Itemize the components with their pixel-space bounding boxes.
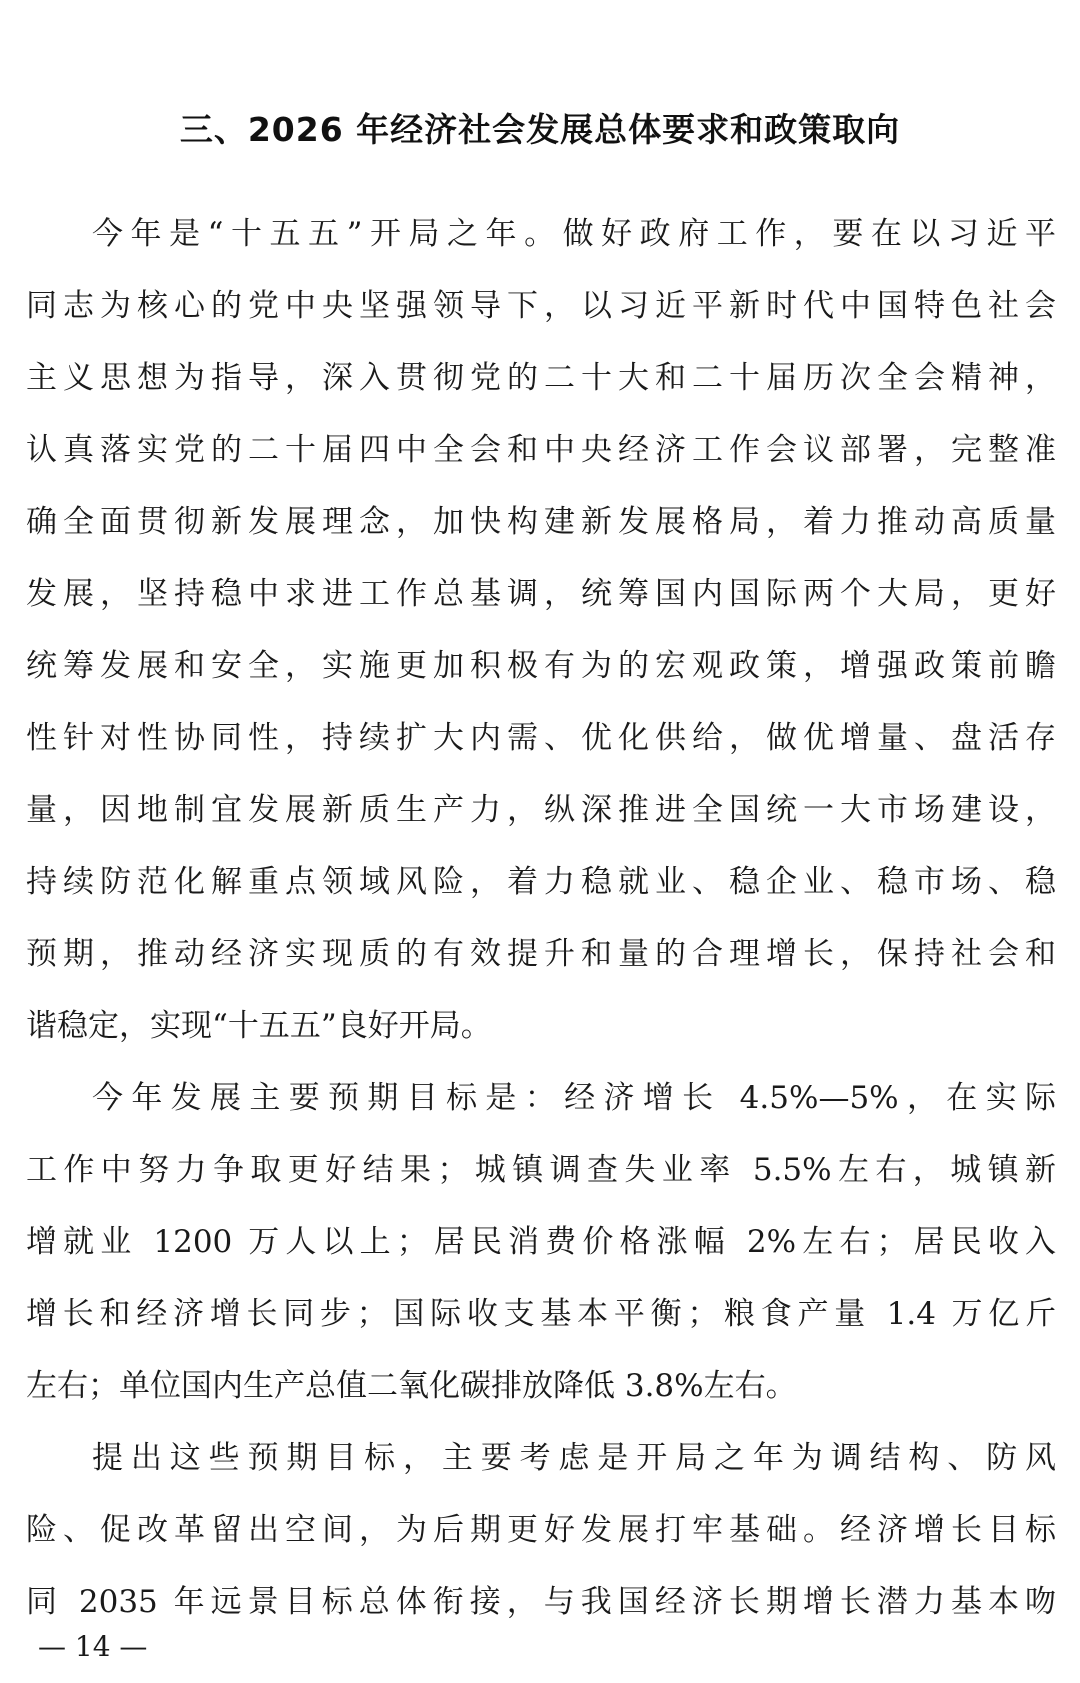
text-line: 工作中努力争取更好结果；城镇调查失业率 5.5%左右，城镇新 xyxy=(26,1152,1056,1188)
text-line: 性针对性协同性，持续扩大内需、优化供给，做优增量、盘活存 xyxy=(26,720,1056,756)
text-line: 预期，推动经济实现质的有效提升和量的合理增长，保持社会和 xyxy=(26,936,1056,972)
text-line: 发展，坚持稳中求进工作总基调，统筹国内国际两个大局，更好 xyxy=(26,576,1056,612)
text-line: 谐稳定，实现“十五五”良好开局。 xyxy=(26,1008,492,1044)
text-line: 持续防范化解重点领域风险，着力稳就业、稳企业、稳市场、稳 xyxy=(26,864,1056,900)
text-line: 增长和经济增长同步；国际收支基本平衡；粮食产量 1.4 万亿斤 xyxy=(26,1296,1056,1332)
text-line: 今年发展主要预期目标是：经济增长 4.5%—5%，在实际 xyxy=(92,1080,1056,1116)
text-line: 主义思想为指导，深入贯彻党的二十大和二十届历次全会精神， xyxy=(26,360,1056,396)
text-line: 同 2035 年远景目标总体衔接，与我国经济长期增长潜力基本吻 xyxy=(26,1584,1056,1620)
text-line: 提出这些预期目标，主要考虑是开局之年为调结构、防风 xyxy=(92,1440,1056,1476)
text-line: 统筹发展和安全，实施更加积极有为的宏观政策，增强政策前瞻 xyxy=(26,648,1056,684)
text-line: 今年是“十五五”开局之年。做好政府工作，要在以习近平 xyxy=(92,216,1056,252)
page-number: — 14 — xyxy=(38,1630,148,1663)
text-line: 同志为核心的党中央坚强领导下，以习近平新时代中国特色社会 xyxy=(26,288,1056,324)
text-line: 增就业 1200 万人以上；居民消费价格涨幅 2%左右；居民收入 xyxy=(26,1224,1056,1260)
paragraph-2 xyxy=(26,1080,1056,1440)
text-line: 量，因地制宜发展新质生产力，纵深推进全国统一大市场建设， xyxy=(26,792,1056,828)
body-text xyxy=(26,216,1056,1656)
section-heading: 三、2026 年经济社会发展总体要求和政策取向 xyxy=(179,110,901,149)
text-line: 险、促改革留出空间，为后期更好发展打牢基础。经济增长目标 xyxy=(26,1512,1056,1548)
text-line: 确全面贯彻新发展理念，加快构建新发展格局，着力推动高质量 xyxy=(26,504,1056,540)
paragraph-3 xyxy=(26,1440,1056,1656)
text-line: 认真落实党的二十届四中全会和中央经济工作会议部署，完整准 xyxy=(26,432,1056,468)
text-line: 左右；单位国内生产总值二氧化碳排放降低 3.8%左右。 xyxy=(26,1368,797,1404)
paragraph-1 xyxy=(26,216,1056,1080)
